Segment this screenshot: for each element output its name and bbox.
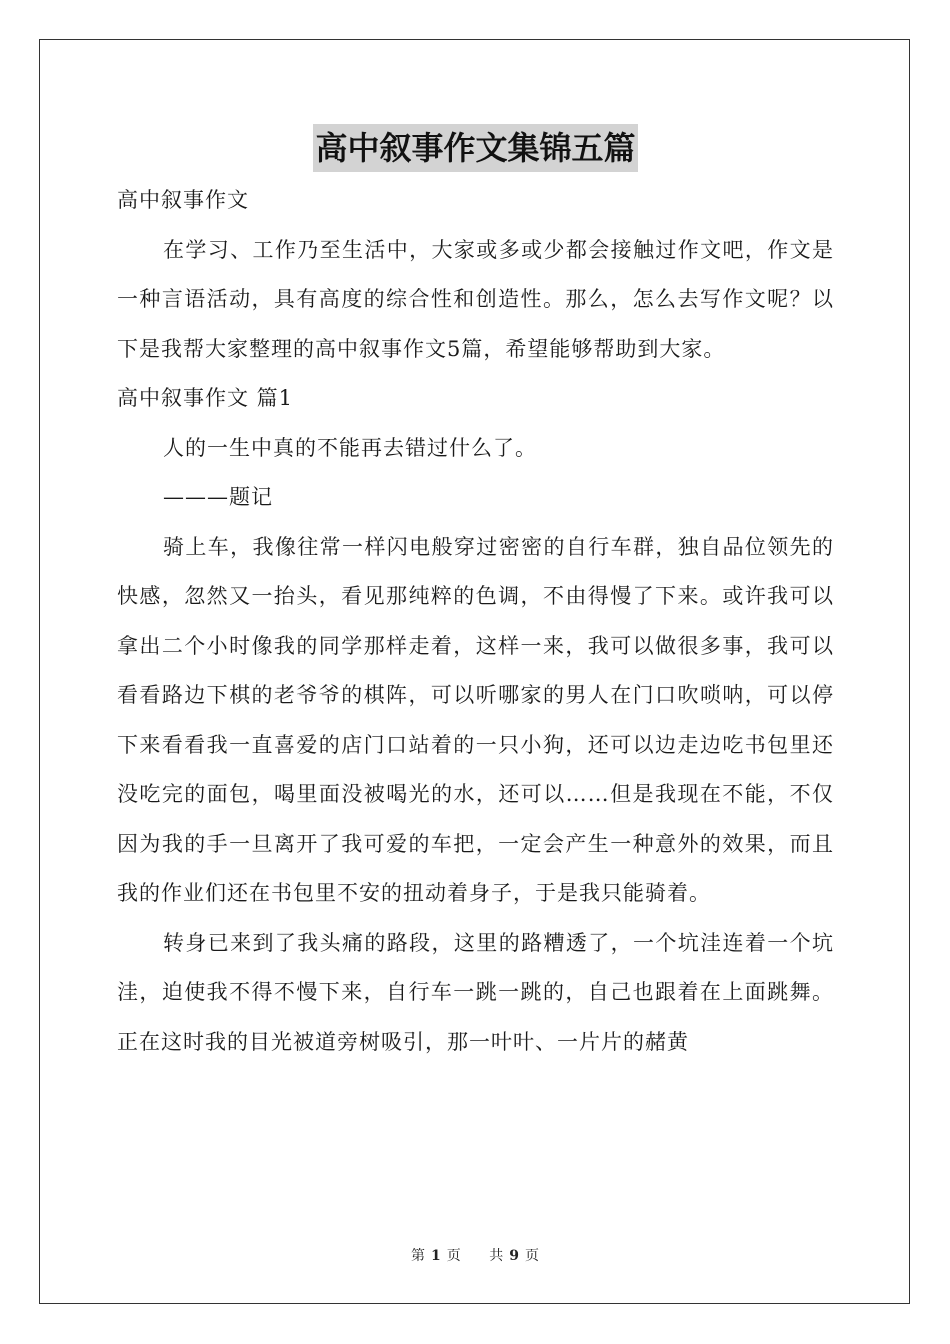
intro-paragraph: 在学习、工作乃至生活中，大家或多或少都会接触过作文吧，作文是一种言语活动，具有高度的综合性和创造性。那么，怎么去写作文呢？以下是我帮大家整理的高中叙事作文5篇，希望能够帮助到大家。	[117, 237, 834, 361]
section-heading: 高中叙事作文 篇1	[117, 386, 294, 410]
document-body	[117, 124, 834, 1067]
epigraph-line: 人的一生中真的不能再去错过什么了。	[163, 435, 537, 460]
document-subtitle: 高中叙事作文	[117, 188, 249, 212]
document-title: 高中叙事作文集锦五篇	[313, 124, 637, 172]
page-footer	[0, 1245, 950, 1265]
page-total: 共 9 页	[489, 1248, 539, 1264]
page-number: 第 1 页	[411, 1248, 461, 1264]
epigraph-attribution: ———题记	[163, 485, 273, 509]
title-wrap	[117, 124, 834, 176]
body-paragraph: 骑上车，我像往常一样闪电般穿过密密的自行车群，独自品位领先的快感，忽然又一抬头，看见那纯粹的色调，不由得慢了下来。或许我可以拿出二个小时像我的同学那样走着，这样一来，我可以做很多事，我可以看看路边下棋的老爷爷的棋阵，可以听哪家的男人在门口吹唢呐，可以停下来看看我一直喜爱的店门口站着的一只小狗，还可以边走边吃书包里还没吃完的面包，喝里面没被喝光的水，还可以……但是我现在不能，不仅因为我的手一旦离开了我可爱的车把，一定会产生一种意外的效果，而且我的作业们还在书包里不安的扭动着身子，于是我只能骑着。	[117, 534, 834, 905]
body-paragraph: 转身已来到了我头痛的路段，这里的路糟透了，一个坑洼连着一个坑洼，迫使我不得不慢下来，自行车一跳一跳的，自己也跟着在上面跳舞。正在这时我的目光被道旁树吸引，那一叶叶、一片片的赭黄	[117, 930, 834, 1054]
